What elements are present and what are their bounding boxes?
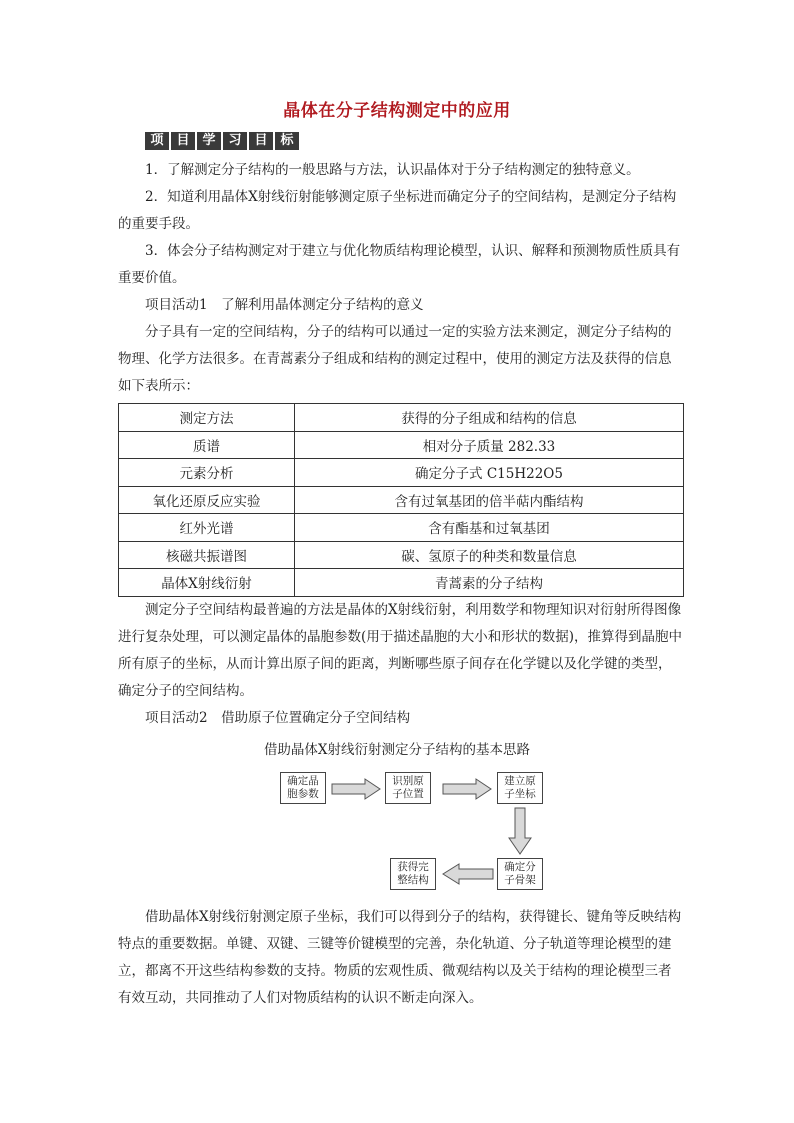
table-cell: 氧化还原反应实验 [119,486,295,514]
section-badge-learning-goals [145,132,301,150]
table-cell: 青蒿素的分子结构 [295,569,684,597]
activity2-closing: 借助晶体X射线衍射测定原子坐标，我们可以得到分子的结构，获得键长、键角等反映结构特点的重要数据。单键、双键、三键等价键模型的完善，杂化轨道、分子轨道等理论模型的建立，都离不开这些结构参数的支持。物质的宏观性质、微观结构以及关于结构的理论模型三者有效互动，共同推动了人们对物质结构的认识不断走向深入。 [118,909,682,1006]
table-cell: 确定分子式 C15H22O5 [295,459,684,487]
flow-box-identify-atoms: 识别原子位置 [385,772,431,804]
table-cell: 元素分析 [119,459,295,487]
activity1-intro: 分子具有一定的空间结构，分子的结构可以通过一定的实验方法来测定，测定分子结构的物理、化学方法很多。在青蒿素分子组成和结构的测定过程中，使用的测定方法及获得的信息如下表所示： [118,324,672,394]
table-row [119,569,684,597]
table-cell: 碳、氢原子的种类和数量信息 [295,541,684,569]
badge-char: 标 [275,132,299,150]
activity1-heading: 项目活动1 了解利用晶体测定分子结构的意义 [145,297,424,313]
table-row [119,431,684,459]
table-header: 测定方法 [119,404,295,432]
table-row [119,486,684,514]
activity1-after: 测定分子空间结构最普遍的方法是晶体的X射线衍射，利用数学和物理知识对衍射所得图像进行复杂处理，可以测定晶体的晶胞参数(用于描述晶胞的大小和形状的数据)，推算得到晶胞中所有原子的坐标，从而计算出原子间的距离，判断哪些原子间存在化学键以及化学键的类型，确定分子的空间结构。 [118,602,683,699]
badge-char: 目 [249,132,273,150]
table-cell: 含有过氧基团的倍半萜内酯结构 [295,486,684,514]
table-cell: 含有酯基和过氧基团 [295,514,684,542]
right-arrow-icon [442,778,492,800]
badge-char: 习 [223,132,247,150]
down-arrow-icon [508,807,532,855]
goal-1: 1．了解测定分子结构的一般思路与方法，认识晶体对于分子结构测定的独特意义。 [145,162,640,178]
table-row [119,514,684,542]
flow-box-cell-parameters: 确定晶胞参数 [280,772,326,804]
right-arrow-icon [331,778,381,800]
document-title: 晶体在分子结构测定中的应用 [283,101,511,121]
table-header-row [119,404,684,432]
badge-char: 学 [197,132,221,150]
table-cell: 核磁共振谱图 [119,541,295,569]
table-row [119,459,684,487]
table-header: 获得的分子组成和结构的信息 [295,404,684,432]
goal-2: 2．知道利用晶体X射线衍射能够测定原子坐标进而确定分子的空间结构，是测定分子结构的重要手段。 [118,189,677,232]
flow-box-molecular-skeleton: 确定分子骨架 [497,858,543,890]
badge-char: 项 [145,132,169,150]
table-cell: 晶体X射线衍射 [119,569,295,597]
flow-box-complete-structure: 获得完整结构 [390,858,436,890]
method-table [118,403,684,597]
table-cell: 红外光谱 [119,514,295,542]
diagram-title: 借助晶体X射线衍射测定分子结构的基本思路 [263,742,531,758]
flow-box-atom-coordinates: 建立原子坐标 [497,772,543,804]
goal-3: 3．体会分子结构测定对于建立与优化物质结构理论模型，认识、解释和预测物质性质具有重要价值。 [118,243,681,286]
table-cell: 质谱 [119,431,295,459]
table-cell: 相对分子质量 282.33 [295,431,684,459]
activity2-heading: 项目活动2 借助原子位置确定分子空间结构 [145,710,411,726]
left-arrow-icon [442,863,494,885]
badge-char: 目 [171,132,195,150]
table-row [119,541,684,569]
